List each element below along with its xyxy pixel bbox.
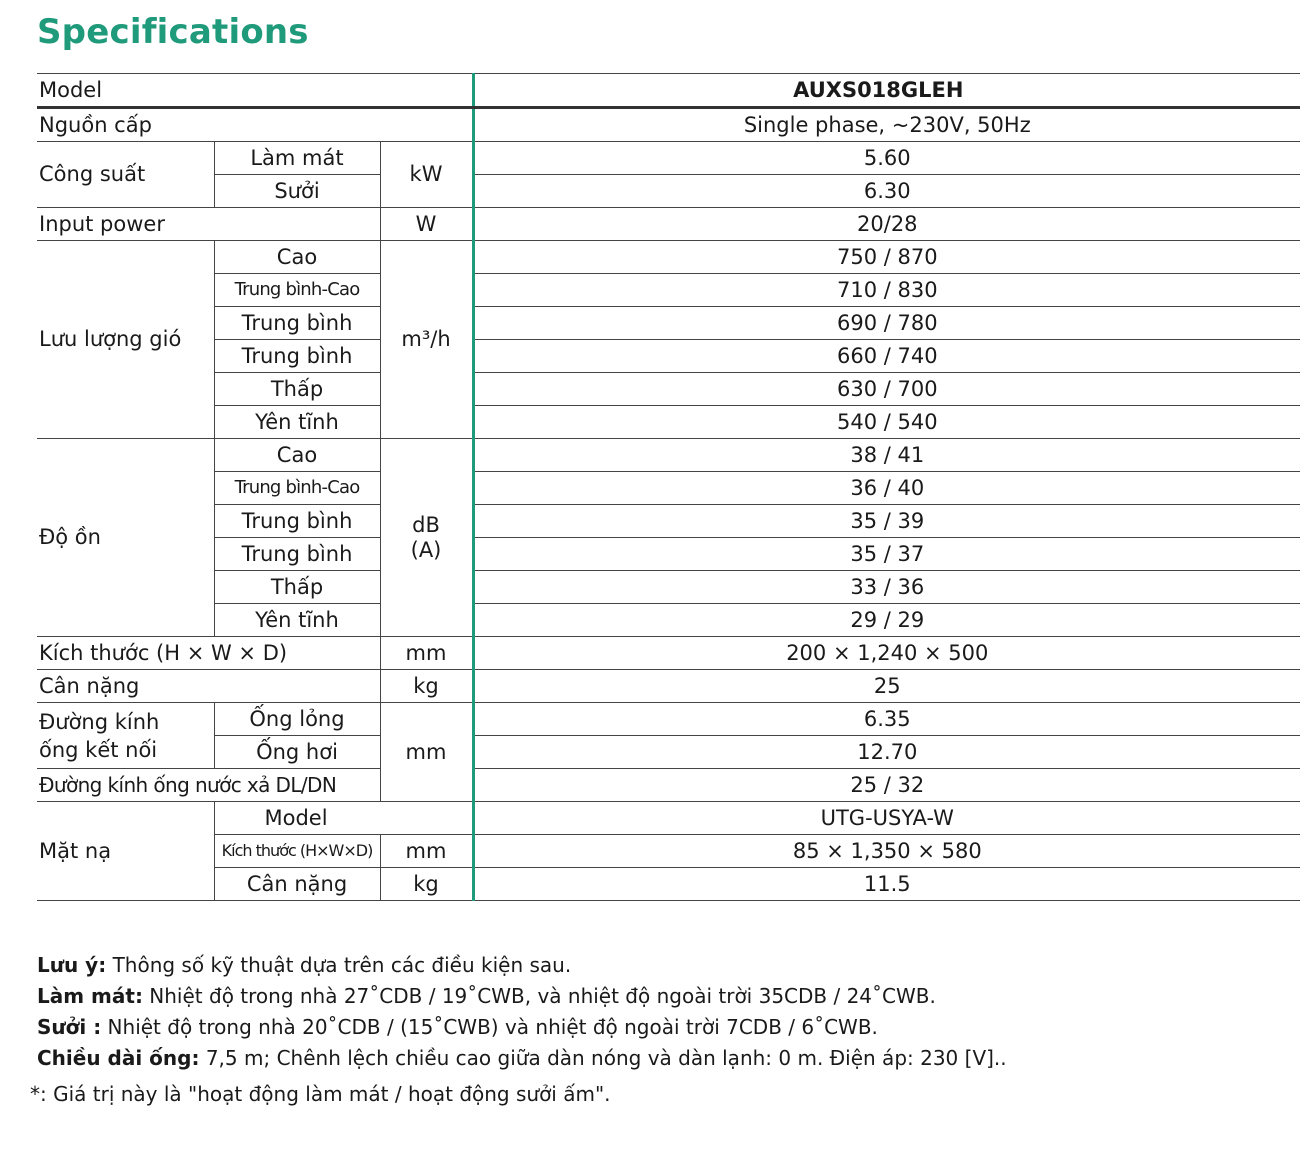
table-row-pipe-liquid [37,703,1300,736]
sub-label: Kích thước (H×W×D) [214,835,380,868]
table-row-airflow [37,340,1300,373]
row-value: 690 / 780 [473,307,1300,340]
model-value: AUXS018GLEH [473,74,1300,108]
row-label: Độ ồn [37,439,214,637]
sub-label: Thấp [214,373,380,406]
table-row-drain [37,769,1300,802]
cooling-note [37,981,1007,1012]
row-value: 5.60 [473,142,1300,175]
table-row-capacity-cooling [37,142,1300,175]
sub-label: Yên tĩnh [214,406,380,439]
table-row-airflow [37,274,1300,307]
label-line: ống kết nối [39,737,158,762]
table-row-airflow [37,307,1300,340]
table-row-pipe-gas [37,736,1300,769]
table-row-weight [37,670,1300,703]
row-value: 200 × 1,240 × 500 [473,637,1300,670]
cooling-label: Làm mát: [37,984,143,1008]
sub-label: Trung bình [214,340,380,373]
table-row-model [37,74,1300,108]
unit-line: dB [412,513,440,538]
row-label: Công suất [37,142,214,208]
sub-label: Sưởi [214,175,380,208]
row-label: Mặt nạ [37,802,214,901]
unit-label: kW [380,142,473,208]
note-text: Thông số kỹ thuật dựa trên các điều kiện sau. [106,953,572,977]
row-value: 36 / 40 [473,472,1300,505]
page-title: Specifications [37,12,309,52]
heating-text: Nhiệt độ trong nhà 20˚CDB / (15˚CWB) và nhiệt độ ngoài trời 7CDB / 6˚CWB. [101,1015,878,1039]
table-row-noise [37,571,1300,604]
row-value: 20/28 [473,208,1300,241]
table-row-noise [37,439,1300,472]
row-value: 11.5 [473,868,1300,901]
table-row-noise [37,505,1300,538]
unit-label: W [380,208,473,241]
sub-label: Ống lỏng [214,703,380,736]
note-line [37,950,1007,981]
row-value: UTG-USYA-W [473,802,1300,835]
sub-label: Trung bình-Cao [214,274,380,307]
footnote: *: Giá trị này là "hoạt động làm mát / hoạt động sưởi ấm". [30,1082,611,1106]
table-row-panel-model [37,802,1300,835]
row-value: Single phase, ~230V, 50Hz [473,108,1300,142]
table-row-input-power [37,208,1300,241]
table-row-noise [37,538,1300,571]
pipe-label: Chiều dài ống: [37,1046,200,1070]
heating-note [37,1012,1007,1043]
unit-label: mm [380,637,473,670]
heating-label: Sưởi : [37,1015,102,1039]
spec-table [37,73,1300,901]
table-row-airflow [37,373,1300,406]
row-value: 540 / 540 [473,406,1300,439]
table-row-panel-weight [37,868,1300,901]
row-value: 33 / 36 [473,571,1300,604]
row-label [37,703,214,769]
unit-label [380,439,473,637]
unit-label: mm [380,703,473,802]
row-value: 630 / 700 [473,373,1300,406]
row-value: 35 / 39 [473,505,1300,538]
table-row-airflow [37,241,1300,274]
table-row-dimensions [37,637,1300,670]
unit-label: m³/h [380,241,473,439]
sub-label: Yên tĩnh [214,604,380,637]
row-value: 25 [473,670,1300,703]
sub-label: Cao [214,439,380,472]
sub-label: Trung bình [214,307,380,340]
note-label: Lưu ý: [37,953,107,977]
row-value: 85 × 1,350 × 580 [473,835,1300,868]
row-label: Nguồn cấp [37,108,473,142]
table-row-capacity-heating [37,175,1300,208]
sub-label: Model [214,802,473,835]
row-value: 660 / 740 [473,340,1300,373]
sub-label: Ống hơi [214,736,380,769]
row-value: 35 / 37 [473,538,1300,571]
row-label: Đường kính ống nước xả DL/DN [37,769,380,802]
row-value: 710 / 830 [473,274,1300,307]
notes [37,950,1007,1074]
cooling-text: Nhiệt độ trong nhà 27˚CDB / 19˚CWB, và nhiệt độ ngoài trời 35CDB / 24˚CWB. [142,984,936,1008]
sub-label: Thấp [214,571,380,604]
table-row-airflow [37,406,1300,439]
row-label: Kích thước (H × W × D) [37,637,380,670]
row-label: Input power [37,208,380,241]
unit-label: kg [380,868,473,901]
table-row-power-source [37,108,1300,142]
row-value: 38 / 41 [473,439,1300,472]
pipe-text: 7,5 m; Chênh lệch chiều cao giữa dàn nóng và dàn lạnh: 0 m. Điện áp: 230 [V].. [199,1046,1007,1070]
row-value: 6.35 [473,703,1300,736]
sub-label: Trung bình-Cao [214,472,380,505]
row-value: 25 / 32 [473,769,1300,802]
sub-label: Cân nặng [214,868,380,901]
row-value: 12.70 [473,736,1300,769]
sub-label: Trung bình [214,505,380,538]
row-label: Lưu lượng gió [37,241,214,439]
row-value: 6.30 [473,175,1300,208]
table-row-noise [37,604,1300,637]
row-value: 750 / 870 [473,241,1300,274]
table-row-panel-dims [37,835,1300,868]
sub-label: Làm mát [214,142,380,175]
table-row-noise [37,472,1300,505]
row-label: Cân nặng [37,670,380,703]
unit-line: (A) [410,537,442,562]
pipe-note [37,1043,1007,1074]
sub-label: Trung bình [214,538,380,571]
row-value: 29 / 29 [473,604,1300,637]
label-line: Đường kính [39,709,160,734]
sub-label: Cao [214,241,380,274]
row-label: Model [37,74,473,108]
unit-label: kg [380,670,473,703]
unit-label: mm [380,835,473,868]
